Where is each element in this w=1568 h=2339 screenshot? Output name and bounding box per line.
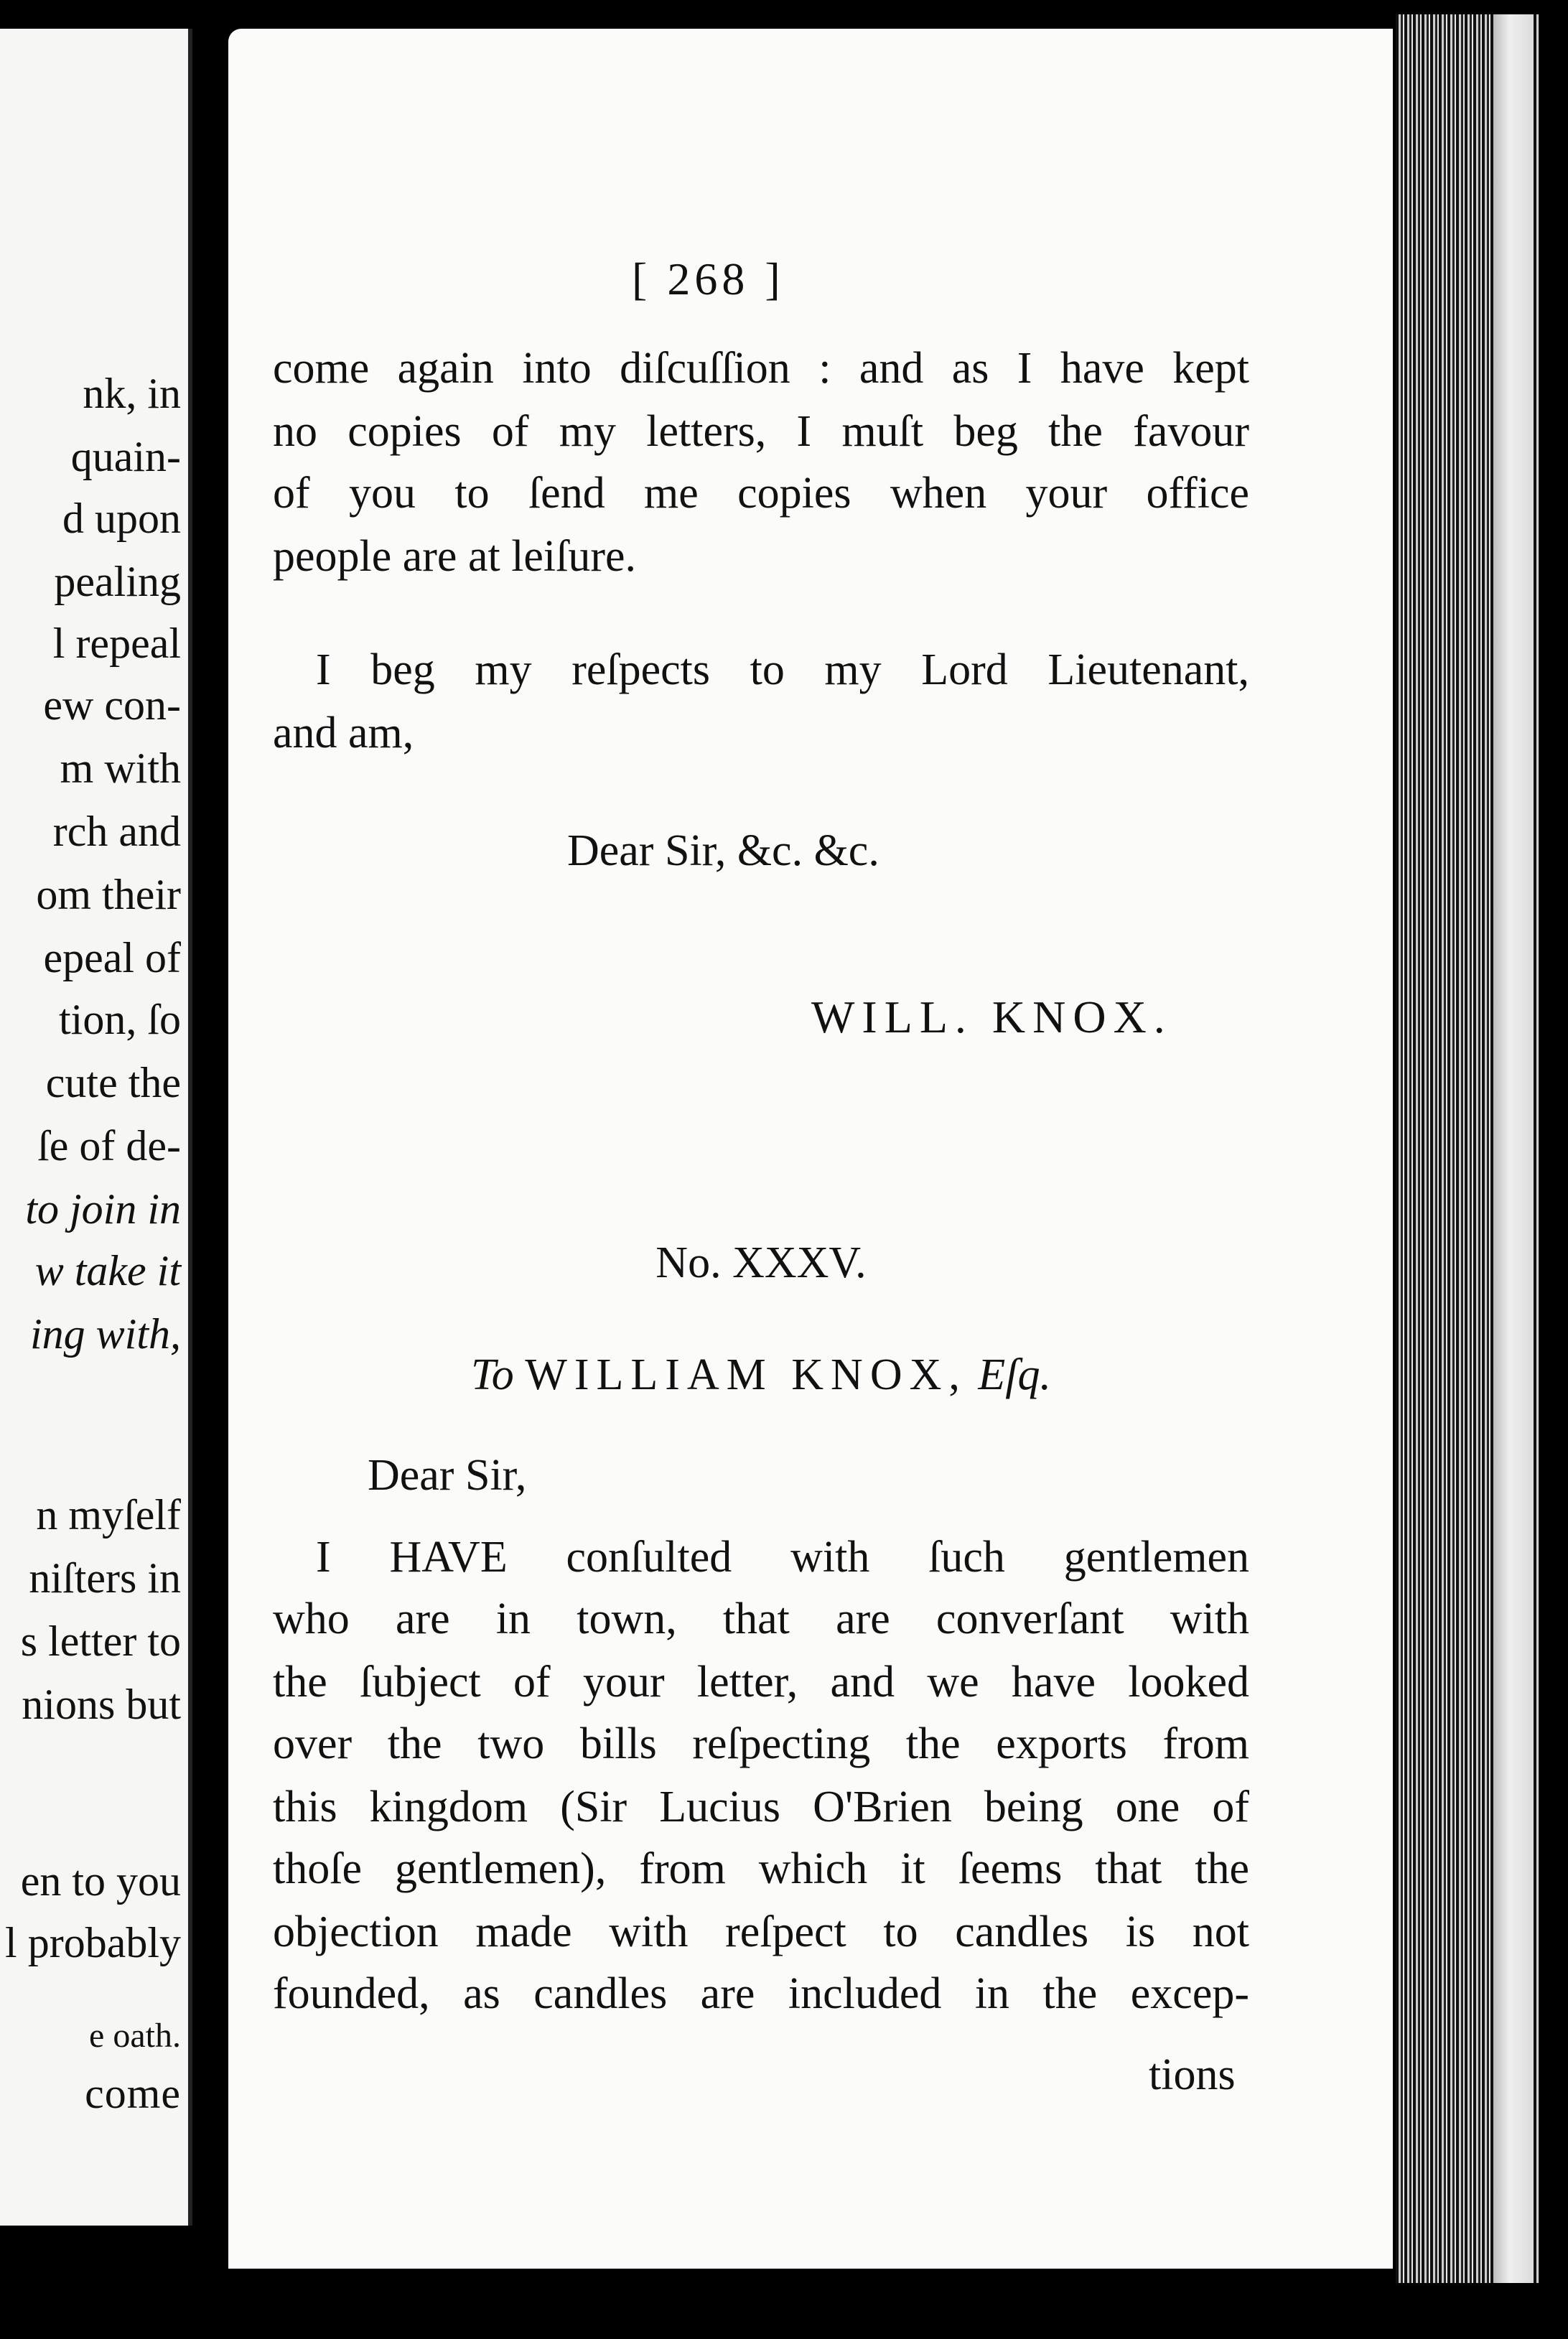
address-name: WILLIAM KNOX, (525, 1350, 967, 1399)
left-page-line: d upon (62, 495, 181, 542)
left-page-line: ſe of de- (37, 1122, 181, 1170)
body-line: of you to ſend me copies when your office (273, 469, 1249, 518)
body-line: thoſe gentlemen), from which it ſeems that the (273, 1844, 1249, 1893)
left-page-line: l probably (5, 1919, 181, 1966)
left-page-line: ing with, (29, 1310, 181, 1358)
left-page-line: w take it (34, 1247, 181, 1294)
address-esq: Eſq. (978, 1350, 1051, 1399)
body-line: I HAVE conſulted with ſuch gentlemen (316, 1533, 1249, 1582)
address-to: To (471, 1350, 514, 1399)
body-line: founded, as candles are included in the excep- (273, 1969, 1249, 2018)
left-page-catchword: come (85, 2070, 181, 2117)
body-line: I beg my reſpects to my Lord Lieutenant, (316, 645, 1249, 694)
body-line: people are at leiſure. (273, 532, 637, 581)
left-page-line: l repeal (52, 620, 181, 667)
page-number: [ 268 ] (632, 253, 785, 304)
body-line: objection made with reſpect to candles is not (273, 1908, 1249, 1956)
body-line: who are in town, that are converſant with (273, 1595, 1249, 1643)
body-line: come again into diſcuſſion : and as I have kept (273, 344, 1249, 393)
left-page-line: quain- (70, 433, 181, 480)
catchword: tions (1149, 2050, 1236, 2099)
left-page-line: epeal of (43, 934, 181, 981)
signature: WILL. KNOX. (811, 991, 1172, 1042)
left-page-line: e oath. (89, 2017, 181, 2055)
letter-number-heading: No. XXXV. (655, 1238, 867, 1287)
left-page-line: m with (60, 744, 181, 792)
left-page-line: nk, in (83, 370, 181, 417)
body-line: and am, (273, 709, 414, 757)
body-line: no copies of my letters, I muſt beg the favour (273, 407, 1249, 456)
body-line: over the two bills reſpecting the exports from (273, 1719, 1249, 1768)
letter-closing: Dear Sir, &c. &c. (567, 826, 879, 875)
left-page-line: cute the (45, 1059, 181, 1106)
left-page-line: nions but (22, 1681, 181, 1728)
page-edges-light (1493, 14, 1534, 2283)
body-line: this kingdom (Sir Lucius O'Brien being one of (273, 1783, 1249, 1831)
left-page-line: n myſelf (36, 1491, 181, 1539)
left-page-line: niſters in (29, 1554, 181, 1602)
letter-address (273, 1350, 1249, 1401)
left-page-line: en to you (20, 1857, 181, 1905)
salutation: Dear Sir, (368, 1451, 527, 1500)
left-page-line: to join in (25, 1185, 181, 1233)
body-line: the ſubject of your letter, and we have looked (273, 1658, 1249, 1707)
left-page-line: rch and (52, 808, 181, 855)
left-page-line: s letter to (20, 1617, 181, 1665)
left-page-line: ew con- (43, 681, 181, 729)
left-page-line: tion, ſo (58, 996, 181, 1043)
left-facing-page (0, 29, 192, 2226)
left-page-line: om their (36, 871, 181, 918)
book-gutter (192, 0, 228, 2339)
left-page-line: pealing (54, 558, 181, 605)
